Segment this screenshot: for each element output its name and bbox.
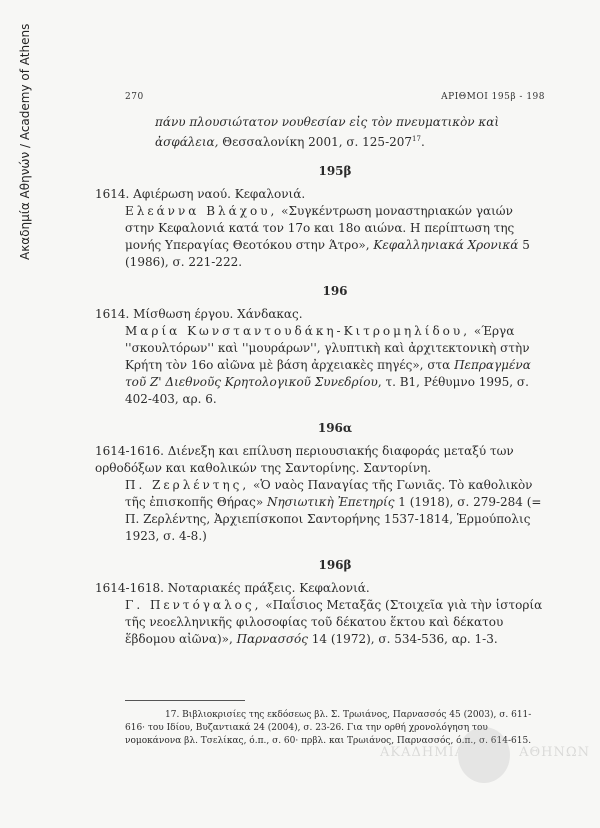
footnote-rule: [125, 700, 245, 701]
section-heading: 196: [322, 284, 348, 298]
intro-paragraph: [125, 114, 545, 151]
entry-head: 1614-1618. Νοταριακές πράξεις. Κεφαλονιά.: [95, 581, 370, 595]
intro-tail: .: [420, 135, 425, 149]
watermark-left: ΑΚΑΔΗΜΙΑ: [380, 745, 466, 760]
section-heading: 195β: [318, 164, 352, 178]
entry-text: «Συγκέντρωση μοναστηριακών γαιών στην Κεφαλονιά κατά τον 17ο και 18ο αιώνα. Η περίπτωση της μονής Υπεραγίας Θεοτόκου στην Άτρο»,: [125, 204, 515, 252]
entry-author: Γ. Πεντόγαλος,: [125, 598, 262, 612]
entry-tail: 1 (1918), σ. 279-284 (= Π. Ζερλέντης, Ἀρχιεπίσκοποι Σαντορήνης 1537-1814, Ἑρμούπολις 1923, σ. 4-8.): [125, 495, 542, 543]
page-header: [125, 92, 545, 102]
entry-body: [125, 203, 545, 271]
academy-watermark: [380, 725, 590, 785]
entry-author: Ελεάννα Βλάχου,: [125, 204, 278, 218]
entry-tail: , τ. Β1, Ρέθυμνο 1995, σ. 402-403, αρ. 6.: [125, 375, 529, 406]
entry: [95, 306, 545, 408]
entry-journal: Παρνασσός: [236, 632, 308, 646]
entry: [95, 186, 545, 271]
section-heading: 196β: [318, 558, 352, 572]
entry-tail: 14 (1972), σ. 534-536, αρ. 1-3.: [307, 632, 498, 646]
entry-body: [125, 477, 545, 545]
entry-text: «Παΐσιος Μεταξᾶς (Στοιχεῖα γιὰ τὴν ἱστορία τῆς νεοελληνικῆς φιλοσοφίας τοῦ δέκατου ἕκτου καὶ δέκατου ἕβδομου αἰῶνα)»,: [125, 598, 543, 646]
entry-head: 1614. Μίσθωση έργου. Χάνδακας.: [95, 307, 303, 321]
footnote-ref: 17: [412, 135, 421, 143]
entry-text: «Ὁ ναὸς Παναγίας τῆς Γωνιᾶς. Τὸ καθολικὸν τῆς ἐπισκοπῆς Θήρας»: [125, 478, 533, 509]
page-body: [95, 92, 545, 748]
entry-journal: Νησιωτικὴ Ἐπετηρίς: [266, 495, 395, 509]
intro-line1: πάνυ πλουσιώτατον νουθεσίαν εἰς τὸν πνευματικὸν καὶ ἀσφάλεια,: [155, 115, 500, 149]
entry: [95, 443, 545, 545]
sidebar-text: Ακαδημία Αθηνών / Academy of Athens: [18, 23, 32, 260]
entry-body: [125, 597, 545, 648]
entry-author: Μαρία Κωνσταντουδάκη-Κιτρομηλίδου,: [125, 324, 471, 338]
footnote: 17. Βιβλιοκρισίες της εκδόσεως βλ. Σ. Τρωιάνος, Παρνασσός 45 (2003), σ. 611-616· του Ιδίου, Βυζαντιακά 24 (2004), σ. 23-26. Για την ορθή χρονολόγηση του νομοκάνονα βλ. Τσελίκας, ό.π., σ. 60· πρβλ. και Τρωιάνος, Παρνασσός, ό.π., σ. 614-615.: [125, 710, 532, 746]
sidebar-label: [18, 23, 38, 260]
entry-head: 1614. Αφιέρωση ναού. Κεφαλονιά.: [95, 187, 306, 201]
page-number: 270: [125, 92, 144, 102]
section-heading: 196α: [317, 421, 353, 435]
intro-line2: Θεσσαλονίκη 2001, σ. 125-207: [222, 135, 413, 149]
sections: [95, 164, 545, 648]
entry-tail: 5 (1986), σ. 221-222.: [125, 238, 530, 269]
running-title: ΑΡΙΘΜΟΙ 195β - 198: [441, 92, 545, 102]
entry-body: [125, 323, 545, 408]
entry: [95, 580, 545, 648]
entry-author: Π. Ζερλέντης,: [125, 478, 250, 492]
entry-text: «Έργα ''σκουλτόρων'' καὶ ''μουράρων'', γλυπτικὴ καὶ ἀρχιτεκτονικὴ στὴν Κρήτη τὸν 16ο αἰῶνα μὲ βάση ἀρχειακὲς πηγές», στα: [125, 324, 530, 372]
entry-journal: Πεπραγμένα τοῦ Ζ' Διεθνοῦς Κρητολογικοῦ Συνεδρίου: [125, 358, 531, 389]
seal-icon: [458, 727, 510, 783]
entry-head: 1614-1616. Διένεξη και επίλυση περιουσιακής διαφοράς μεταξύ των ορθοδόξων και καθολικών της Σαντορίνης. Σαντορίνη.: [95, 444, 514, 475]
entry-journal: Κεφαλληνιακά Χρονικά: [373, 238, 519, 252]
watermark-right: ΑΘΗΝΩΝ: [519, 745, 590, 760]
